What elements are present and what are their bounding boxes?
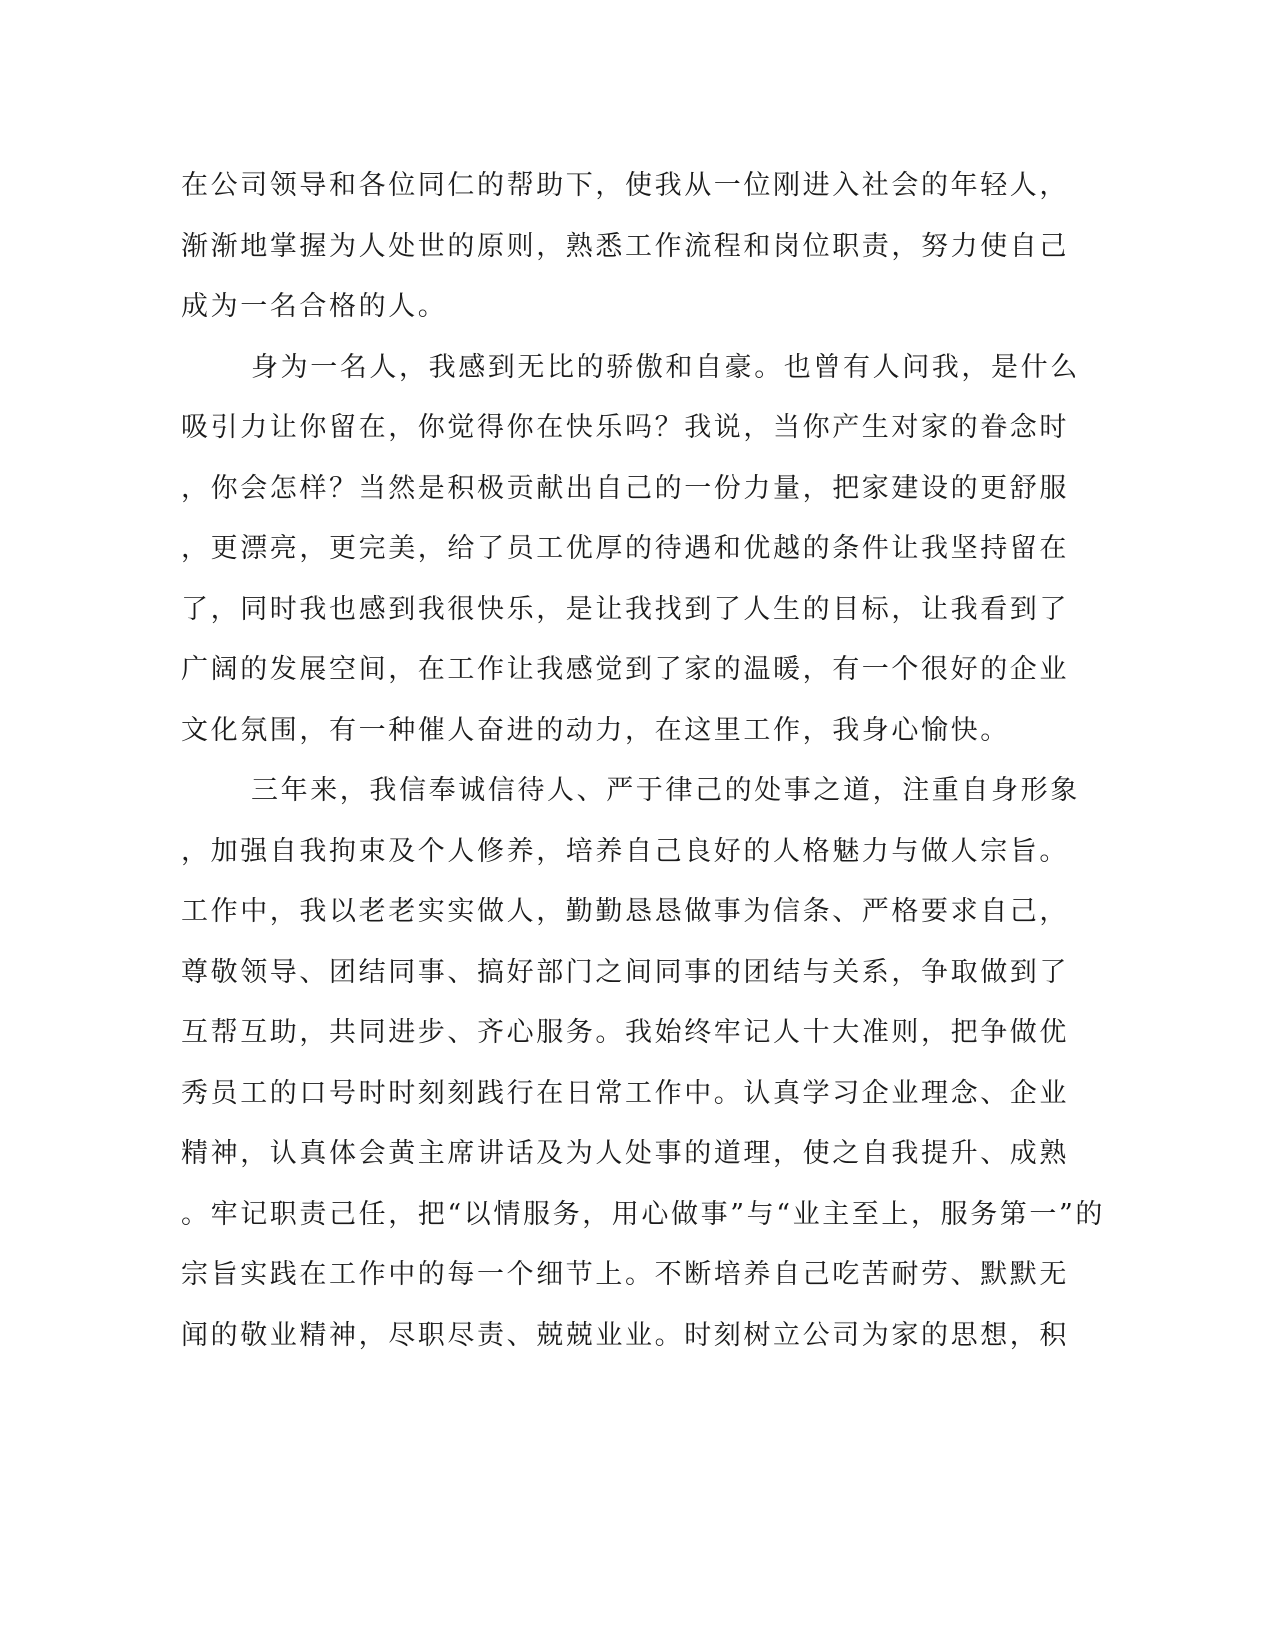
paragraph-first-line: 身为一名人，我感到无比的骄傲和自豪。也曾有人问我，是什么 [251,351,1080,383]
paragraph-first-line: 三年来，我信奉诚信待人、严于律己的处事之道，注重自身形象 [251,775,1080,806]
text-line: 尊敬领导、团结同事、搞好部门之间同事的团结与关系，争取做到了 [181,956,1069,988]
text-line: 精神，认真体会黄主席讲话及为人处事的道理，使之自我提升、成熟 [181,1138,1069,1169]
text-line: 秀员工的口号时时刻刻践行在日常工作中。认真学习企业理念、企业 [181,1077,1069,1109]
body-text [181,156,1106,1366]
text-line: ，你会怎样？当然是积极贡献出自己的一份力量，把家建设的更舒服 [181,472,1069,504]
text-line: 宗旨实践在工作中的每一个细节上。不断培养自己吃苦耐劳、默默无 [181,1259,1069,1290]
text-line: ，加强自我拘束及个人修养，培养自己良好的人格魅力与做人宗旨。 [181,835,1069,867]
text-line: 文化氛围，有一种催人奋进的动力，在这里工作，我身心愉快。 [181,714,1010,746]
text-line: ，更漂亮，更完美，给了员工优厚的待遇和优越的条件让我坚持留在 [181,533,1069,564]
text-line: 闻的敬业精神，尽职尽责、兢兢业业。时刻树立公司为家的思想，积 [181,1319,1069,1351]
text-line: 渐渐地掌握为人处世的原则，熟悉工作流程和岗位职责，努力使自己 [181,230,1069,262]
text-line: 在公司领导和各位同仁的帮助下，使我从一位刚进入社会的年轻人， [181,170,1069,201]
text-line: 吸引力让你留在，你觉得你在快乐吗？我说，当你产生对家的眷念时 [181,412,1069,443]
text-line: 了，同时我也感到我很快乐，是让我找到了人生的目标，让我看到了 [181,593,1069,625]
text-line: 工作中，我以老老实实做人，勤勤恳恳做事为信条、严格要求自己， [181,896,1069,927]
text-line: 互帮互助，共同进步、齐心服务。我始终牢记人十大准则，把争做优 [181,1017,1069,1048]
text-line: 广阔的发展空间，在工作让我感觉到了家的温暖，有一个很好的企业 [181,654,1069,685]
text-line: 。牢记职责己任，把“以情服务，用心做事”与“业主至上，服务第一”的 [181,1198,1106,1230]
text-line: 成为一名合格的人。 [181,291,448,322]
